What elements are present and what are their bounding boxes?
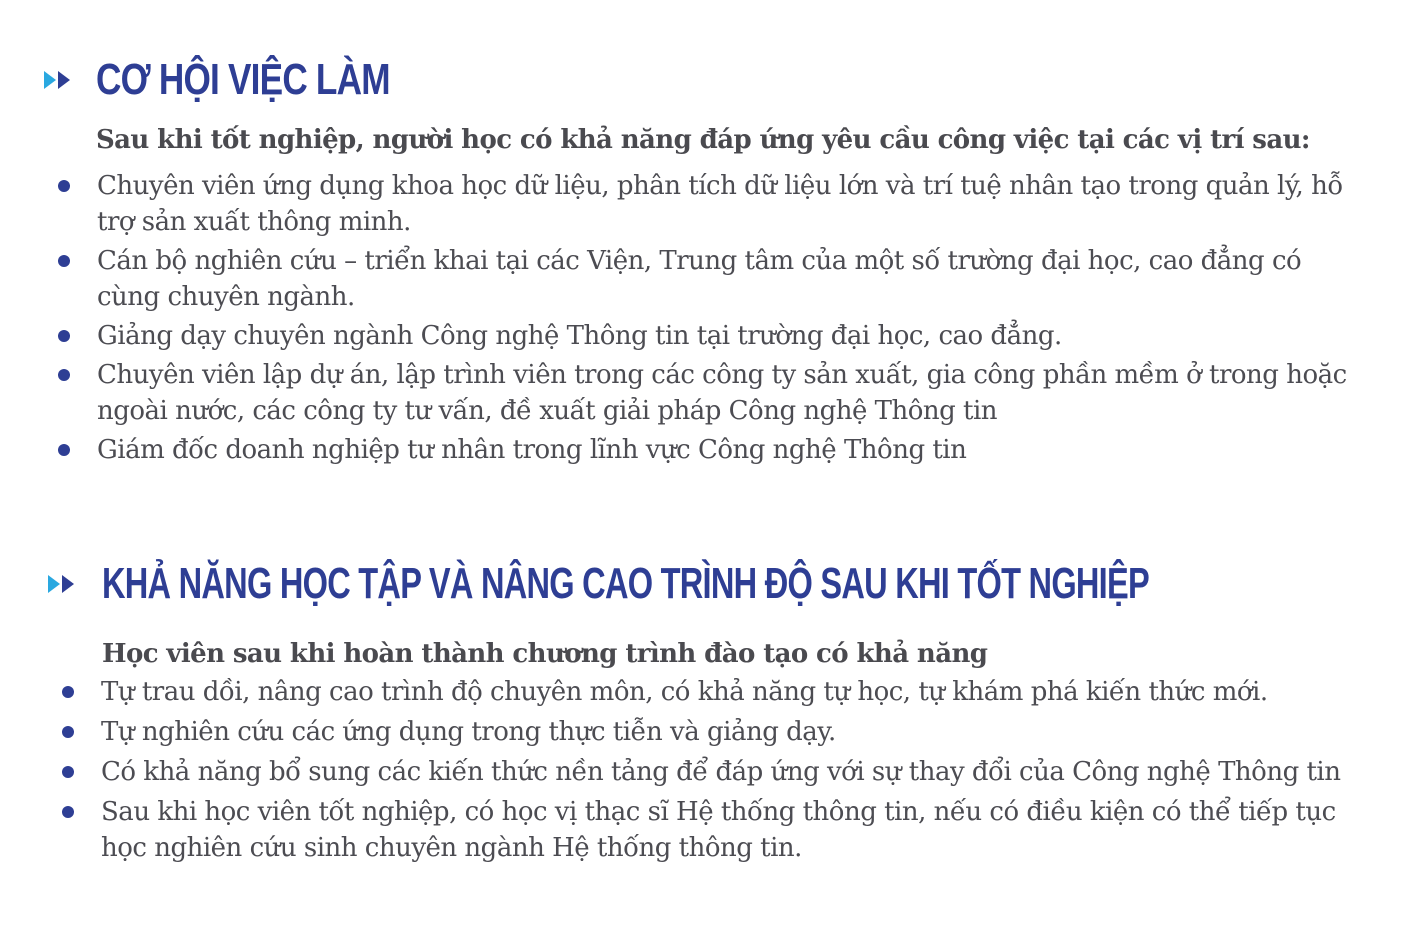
list-item-text: Cán bộ nghiên cứu – triển khai tại các Viện, Trung tâm của một số trường đại học, cao đẳng có cùng chuyên ngành. <box>97 246 1302 312</box>
bullet-dot-icon <box>58 255 70 267</box>
section-title: CƠ HỘI VIỆC LÀM <box>96 55 390 104</box>
section-heading <box>0 556 1418 612</box>
bullet-dot-icon <box>62 726 74 738</box>
bullet-dot-icon <box>62 686 74 698</box>
list-item <box>58 318 1348 354</box>
list-item-text: Chuyên viên ứng dụng khoa học dữ liệu, phân tích dữ liệu lớn và trí tuệ nhân tạo trong quản lý, hỗ trợ sản xuất thông minh. <box>97 171 1343 237</box>
list-item-text: Giám đốc doanh nghiệp tư nhân trong lĩnh vực Công nghệ Thông tin <box>97 435 967 465</box>
bullet-dot-icon <box>58 444 70 456</box>
list-item <box>58 357 1348 429</box>
double-chevron-right-icon <box>44 68 76 92</box>
bullet-dot-icon <box>62 806 74 818</box>
bullet-dot-icon <box>62 766 74 778</box>
section-intro: Học viên sau khi hoàn thành chương trình đào tạo có khả năng <box>102 639 988 669</box>
list-item-text: Tự nghiên cứu các ứng dụng trong thực tiễn và giảng dạy. <box>101 717 836 747</box>
list-item <box>58 432 1348 468</box>
list-item <box>58 168 1348 240</box>
section-further-study <box>0 556 1418 863</box>
section-heading <box>0 52 1418 108</box>
bullet-list <box>58 168 1348 471</box>
list-item-text: Giảng dạy chuyên ngành Công nghệ Thông tin tại trường đại học, cao đẳng. <box>97 321 1062 351</box>
bullet-dot-icon <box>58 369 70 381</box>
double-chevron-right-icon <box>48 572 80 596</box>
bullet-dot-icon <box>58 330 70 342</box>
list-item-text: Tự trau dồi, nâng cao trình độ chuyên môn, có khả năng tự học, tự khám phá kiến thức mới. <box>101 677 1268 707</box>
section-title: KHẢ NĂNG HỌC TẬP VÀ NÂNG CAO TRÌNH ĐỘ SAU KHI TỐT NGHIỆP <box>102 559 1149 608</box>
list-item <box>62 714 1352 750</box>
section-job-opportunities <box>0 52 1418 465</box>
list-item <box>62 674 1352 710</box>
list-item <box>58 243 1348 315</box>
bullet-dot-icon <box>58 180 70 192</box>
list-item-text: Có khả năng bổ sung các kiến thức nền tảng để đáp ứng với sự thay đổi của Công nghệ Thông tin <box>101 757 1341 787</box>
list-item <box>62 794 1352 866</box>
list-item <box>62 754 1352 790</box>
bullet-list <box>62 674 1352 870</box>
list-item-text: Chuyên viên lập dự án, lập trình viên trong các công ty sản xuất, gia công phần mềm ở trong hoặc ngoài nước, các công ty tư vấn, đề xuất giải pháp Công nghệ Thông tin <box>97 360 1347 426</box>
list-item-text: Sau khi học viên tốt nghiệp, có học vị thạc sĩ Hệ thống thông tin, nếu có điều kiện có thể tiếp tục học nghiên cứu sinh chuyên ngành Hệ thống thông tin. <box>101 797 1336 863</box>
section-intro: Sau khi tốt nghiệp, người học có khả năng đáp ứng yêu cầu công việc tại các vị trí sau: <box>96 125 1310 155</box>
